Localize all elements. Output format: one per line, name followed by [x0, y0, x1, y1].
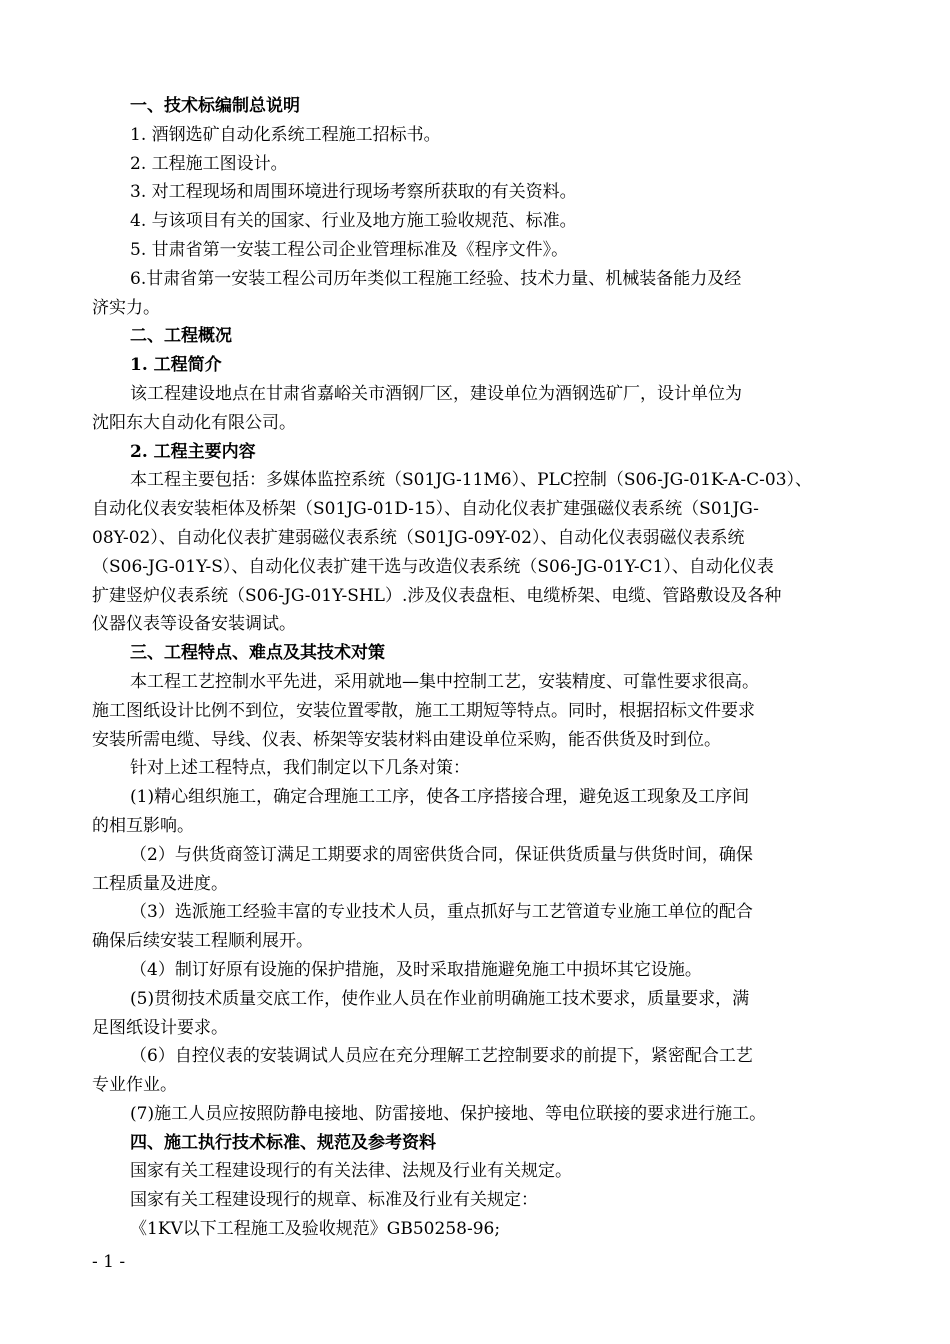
features-line-3: 安装所需电缆、导线、仪表、桥架等安装材料由建设单位采购，能否供货及时到位。: [92, 729, 721, 750]
standards-line-1: 国家有关工程建设现行的有关法律、法规及行业有关规定。: [130, 1161, 572, 1182]
standards-line-2: 国家有关工程建设现行的规章、标准及行业有关规定：: [130, 1190, 538, 1211]
measure-6-cont: 专业作业。: [92, 1075, 177, 1096]
section-heading-4: 四、施工执行技术标准、规范及参考资料: [130, 1132, 436, 1153]
basis-item-3: 3. 对工程现场和周围环境进行现场考察所获取的有关资料。: [130, 182, 577, 203]
content-line-2: 自动化仪表安装柜体及桥架（S01JG-01D-15）、自动化仪表扩建强磁仪表系统（S01JG-: [92, 499, 759, 520]
document-page: [92, 92, 818, 1244]
basis-item-4: 4. 与该项目有关的国家、行业及地方施工验收规范、标准。: [130, 211, 577, 232]
measure-7: (7)施工人员应按照防静电接地、防雷接地、保护接地、等电位联接的要求进行施工。: [130, 1103, 767, 1124]
page-number: - 1 -: [92, 1252, 126, 1272]
measure-1: (1)精心组织施工，确定合理施工工序，使各工序搭接合理，避免返工现象及工序间: [130, 787, 750, 808]
measure-4: （4）制订好原有设施的保护措施，及时采取措施避免施工中损坏其它设施。: [130, 959, 702, 980]
subheading-main-content: 2. 工程主要内容: [130, 441, 256, 462]
basis-item-6: 6.甘肃省第一安装工程公司历年类似工程施工经验、技术力量、机械装备能力及经: [130, 268, 742, 289]
section-heading-2: 二、工程概况: [130, 326, 232, 347]
measure-2: （2）与供货商签订满足工期要求的周密供货合同，保证供货质量与供货时间，确保: [130, 844, 753, 865]
content-line-5: 扩建竖炉仪表系统（S06-JG-01Y-SHL）.涉及仪表盘柜、电缆桥架、电缆、管路敷设及各种: [92, 585, 782, 606]
basis-item-1: 1. 酒钢选矿自动化系统工程施工招标书。: [130, 124, 441, 145]
content-line-6: 仪器仪表等设备安装调试。: [92, 614, 296, 635]
basis-item-6-cont: 济实力。: [92, 297, 160, 318]
content-line-3: 08Y-02）、自动化仪表扩建弱磁仪表系统（S01JG-09Y-02）、自动化仪表弱磁仪表系统: [92, 527, 745, 548]
features-line-1: 本工程工艺控制水平先进，采用就地—集中控制工艺，安装精度、可靠性要求很高。: [130, 671, 759, 692]
measure-2-cont: 工程质量及进度。: [92, 873, 228, 894]
intro-line-2: 沈阳东大自动化有限公司。: [92, 412, 296, 433]
features-line-2: 施工图纸设计比例不到位，安装位置零散，施工工期短等特点。同时，根据招标文件要求: [92, 700, 755, 721]
section-heading-3: 三、工程特点、难点及其技术对策: [130, 643, 385, 664]
subheading-project-intro: 1. 工程简介: [130, 355, 222, 376]
intro-line-1: 该工程建设地点在甘肃省嘉峪关市酒钢厂区，建设单位为酒钢选矿厂，设计单位为: [130, 383, 742, 404]
content-line-4: （S06-JG-01Y-S）、自动化仪表扩建干选与改造仪表系统（S06-JG-01Y-C1）、自动化仪表: [92, 556, 774, 577]
measure-5-cont: 足图纸设计要求。: [92, 1017, 228, 1038]
basis-item-5: 5. 甘肃省第一安装工程公司企业管理标准及《程序文件》。: [130, 239, 569, 260]
measure-3: （3）选派施工经验丰富的专业技术人员，重点抓好与工艺管道专业施工单位的配合: [130, 902, 753, 923]
measure-1-cont: 的相互影响。: [92, 815, 194, 836]
basis-item-2: 2. 工程施工图设计。: [130, 153, 288, 174]
measures-lead: 针对上述工程特点，我们制定以下几条对策：: [130, 758, 470, 779]
content-line-1: 本工程主要包括：多媒体监控系统（S01JG-11M6）、PLC控制（S06-JG-01K-A-C-03）、: [130, 470, 813, 491]
measure-6: （6）自控仪表的安装调试人员应在充分理解工艺控制要求的前提下，紧密配合工艺: [130, 1046, 753, 1067]
measure-5: (5)贯彻技术质量交底工作，使作业人员在作业前明确施工技术要求，质量要求，满: [130, 988, 750, 1009]
measure-3-cont: 确保后续安装工程顺利展开。: [92, 931, 313, 952]
standards-line-3: 《1KV以下工程施工及验收规范》GB50258-96;: [130, 1219, 501, 1240]
section-heading-1: 一、技术标编制总说明: [130, 96, 300, 116]
